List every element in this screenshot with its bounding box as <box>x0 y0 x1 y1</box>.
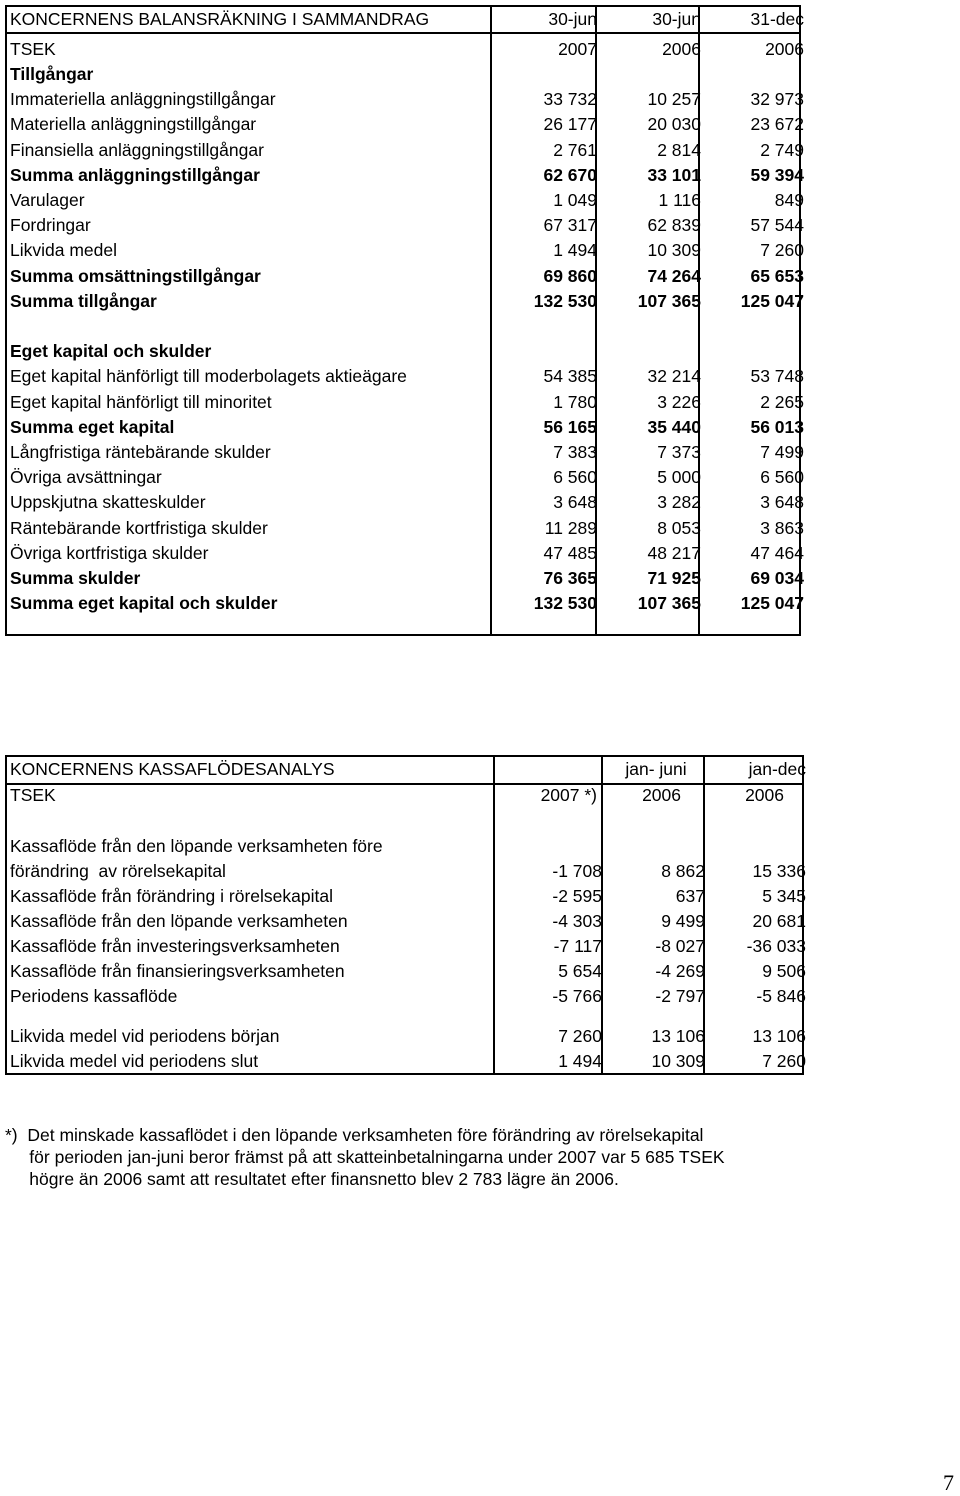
cell-value: 3 863 <box>760 517 804 538</box>
table-row <box>7 112 803 137</box>
row-label: Summa skulder <box>10 568 141 588</box>
cell-value: 10 309 <box>647 240 701 261</box>
row-label: Kassaflöde från finansieringsverksamheten <box>10 961 345 981</box>
cell-value: 125 047 <box>740 290 804 311</box>
cell-value: 107 365 <box>637 593 701 614</box>
cell-value: 3 648 <box>760 492 804 513</box>
cell-value: 1 116 <box>658 190 701 210</box>
cell-value: 7 373 <box>657 442 701 462</box>
table-row <box>7 188 803 213</box>
cell-value: -1 708 <box>552 861 602 881</box>
page-number: 7 <box>943 1470 954 1495</box>
cell-value: 8 862 <box>661 861 705 881</box>
cell-value: 10 257 <box>647 89 701 110</box>
table-row <box>7 541 803 566</box>
table-title-row <box>7 757 806 782</box>
row-label: Immateriella anläggningstillgångar <box>10 89 276 110</box>
table-row <box>7 314 803 339</box>
table-row <box>7 934 806 959</box>
cell-value: -4 269 <box>655 961 705 981</box>
cell-value: 47 464 <box>750 542 804 563</box>
table-row <box>7 213 803 238</box>
cell-value: 56 013 <box>750 416 804 437</box>
cell-value: 5 000 <box>657 467 701 488</box>
cell-value: 71 925 <box>647 568 701 588</box>
year-header: 2007 <box>558 39 597 59</box>
row-label: Kassaflöde från den löpande verksamheten före <box>10 836 383 856</box>
row-label: Räntebärande kortfristiga skulder <box>10 517 268 538</box>
table-row <box>7 440 803 465</box>
footnote-line: högre än 2006 samt att resultatet efter finansnetto blev 2 783 lägre än 2006. <box>5 1169 619 1189</box>
year-header: 2006 <box>662 39 701 59</box>
table-title-row <box>7 7 803 32</box>
cell-value: 53 748 <box>750 366 804 387</box>
col-header: jan- juni <box>625 759 687 779</box>
year-header: 2007 *) <box>540 785 597 805</box>
unit-row <box>7 783 806 808</box>
row-label: Eget kapital och skulder <box>10 341 212 362</box>
cell-value: -2 595 <box>552 886 602 906</box>
table-row <box>7 465 803 490</box>
cell-value: 9 499 <box>661 911 705 931</box>
table-row <box>7 566 803 591</box>
cell-value: -36 033 <box>746 936 806 956</box>
year-header: 2006 <box>765 39 804 59</box>
cell-value: 23 672 <box>750 114 804 135</box>
row-label: Materiella anläggningstillgångar <box>10 114 257 135</box>
cell-value: 20 030 <box>647 114 701 135</box>
row-label: Övriga kortfristiga skulder <box>10 542 209 563</box>
cell-value: 6 560 <box>553 467 597 488</box>
cell-value: 62 670 <box>543 164 597 185</box>
cell-value: 13 106 <box>651 1026 705 1046</box>
row-label: Kassaflöde från den löpande verksamheten <box>10 911 348 931</box>
cell-value: 76 365 <box>543 568 597 588</box>
table-row <box>7 415 803 440</box>
unit-label: TSEK <box>10 39 56 59</box>
row-label: förändring av rörelsekapital <box>10 861 226 881</box>
cell-value: 6 560 <box>760 467 804 488</box>
table-row <box>7 339 803 364</box>
cell-value: 57 544 <box>750 215 804 236</box>
table-row <box>7 289 803 314</box>
footnote <box>5 1124 725 1190</box>
cell-value: 32 214 <box>647 366 701 387</box>
cell-value: 1 049 <box>553 190 597 210</box>
table-row <box>7 163 803 188</box>
col-header: 30-jun <box>652 9 701 29</box>
table-row <box>7 591 803 616</box>
header-divider <box>7 32 799 34</box>
row-label: Summa eget kapital och skulder <box>10 593 278 614</box>
balance-title: KONCERNENS BALANSRÄKNING I SAMMANDRAG <box>10 9 430 29</box>
cell-value: 1 494 <box>553 240 597 261</box>
row-label: Likvida medel <box>10 240 117 261</box>
cell-value: -5 766 <box>552 986 602 1006</box>
row-label: Finansiella anläggningstillgångar <box>10 139 264 160</box>
row-label: Uppskjutna skatteskulder <box>10 492 206 513</box>
footnote-line: för perioden jan-juni beror främst på att skatteinbetalningarna under 2007 var 5 685 TSEK <box>5 1147 725 1167</box>
table-row <box>7 959 806 984</box>
cashflow-title: KONCERNENS KASSAFLÖDESANALYS <box>10 759 335 779</box>
row-label: Summa eget kapital <box>10 416 175 437</box>
row-label: Summa tillgångar <box>10 290 157 311</box>
row-label: Varulager <box>10 190 85 210</box>
cell-value: 47 485 <box>543 542 597 563</box>
cell-value: 5 345 <box>762 886 806 906</box>
cell-value: 3 282 <box>657 492 701 513</box>
cell-value: 5 654 <box>558 961 602 981</box>
cell-value: 7 499 <box>760 442 804 462</box>
cell-value: -7 117 <box>553 936 602 956</box>
cell-value: 48 217 <box>647 542 701 563</box>
unit-label: TSEK <box>10 785 56 805</box>
cell-value: 13 106 <box>752 1026 806 1046</box>
cell-value: 7 383 <box>553 442 597 462</box>
cell-value: 33 732 <box>543 89 597 110</box>
cell-value: 59 394 <box>750 164 804 185</box>
table-row <box>7 490 803 515</box>
cell-value: 74 264 <box>647 265 701 286</box>
cell-value: 26 177 <box>543 114 597 135</box>
cell-value: 2 265 <box>760 391 804 412</box>
row-label: Periodens kassaflöde <box>10 986 178 1006</box>
cell-value: 2 749 <box>760 139 804 160</box>
table-row <box>7 1049 806 1074</box>
footnote-line: *) Det minskade kassaflödet i den löpande verksamheten före förändring av rörelsekapital <box>5 1125 704 1145</box>
row-label: Eget kapital hänförligt till moderbolagets aktieägare <box>10 366 407 387</box>
unit-row <box>7 37 803 62</box>
year-header: 2006 <box>745 785 784 805</box>
cell-value: 35 440 <box>647 416 701 437</box>
cell-value: 107 365 <box>637 290 701 311</box>
table-row <box>7 390 803 415</box>
row-label: Tillgångar <box>10 64 94 84</box>
cell-value: -8 027 <box>655 936 705 956</box>
cell-value: 849 <box>774 190 804 210</box>
cell-value: 69 860 <box>543 265 597 286</box>
cell-value: 11 289 <box>544 517 597 538</box>
cell-value: 125 047 <box>740 593 804 614</box>
table-row <box>7 909 806 934</box>
cell-value: 2 761 <box>553 139 597 160</box>
table-row <box>7 834 806 859</box>
row-label: Övriga avsättningar <box>10 467 162 488</box>
cell-value: 2 814 <box>657 139 701 160</box>
table-row <box>7 859 806 884</box>
row-label: Summa anläggningstillgångar <box>10 164 260 185</box>
year-header: 2006 <box>642 785 681 805</box>
col-header: 31-dec <box>750 9 804 29</box>
cell-value: 33 101 <box>647 164 701 185</box>
balance-sheet-table <box>5 5 804 636</box>
row-label: Likvida medel vid periodens början <box>10 1026 280 1046</box>
cell-value: 3 226 <box>657 391 701 412</box>
cell-value: 20 681 <box>752 911 806 931</box>
table-row <box>7 138 803 163</box>
cell-value: 69 034 <box>750 568 804 588</box>
cell-value: 65 653 <box>750 265 804 286</box>
row-label: Kassaflöde från förändring i rörelsekapital <box>10 886 333 906</box>
table-row <box>7 238 803 263</box>
table-row <box>7 62 803 87</box>
cell-value: 1 494 <box>558 1051 602 1071</box>
cell-value: 10 309 <box>651 1051 705 1071</box>
table-row <box>7 364 803 389</box>
table-row <box>7 884 806 909</box>
cell-value: 62 839 <box>647 215 701 236</box>
cell-value: 637 <box>675 886 705 906</box>
table-row <box>7 984 806 1009</box>
cell-value: 54 385 <box>543 366 597 387</box>
cell-value: 3 648 <box>553 492 597 513</box>
cell-value: -2 797 <box>655 986 705 1006</box>
cell-value: 56 165 <box>543 416 597 437</box>
cell-value: -4 303 <box>552 911 602 931</box>
cell-value: 132 530 <box>533 593 597 614</box>
table-row <box>7 1024 806 1049</box>
cell-value: 8 053 <box>657 517 701 538</box>
cashflow-table <box>5 755 804 1075</box>
cell-value: 7 260 <box>558 1026 602 1046</box>
col-header: jan-dec <box>748 759 806 779</box>
cell-value: 32 973 <box>750 89 804 110</box>
table-row <box>7 516 803 541</box>
table-row <box>7 264 803 289</box>
cell-value: 67 317 <box>543 215 597 236</box>
cell-value: 1 780 <box>553 391 597 412</box>
cell-value: 15 336 <box>752 861 806 881</box>
cell-value: 9 506 <box>762 961 806 981</box>
cell-value: 7 260 <box>760 240 804 261</box>
row-label: Långfristiga räntebärande skulder <box>10 442 271 462</box>
row-label: Fordringar <box>10 215 91 236</box>
col-header: 30-jun <box>548 9 597 29</box>
cell-value: 7 260 <box>762 1051 806 1071</box>
cell-value: 132 530 <box>533 290 597 311</box>
table-row <box>7 87 803 112</box>
row-label: Kassaflöde från investeringsverksamheten <box>10 936 340 956</box>
row-label: Summa omsättningstillgångar <box>10 265 261 286</box>
row-label: Likvida medel vid periodens slut <box>10 1051 259 1071</box>
cell-value: -5 846 <box>756 986 806 1006</box>
row-label: Eget kapital hänförligt till minoritet <box>10 391 272 412</box>
